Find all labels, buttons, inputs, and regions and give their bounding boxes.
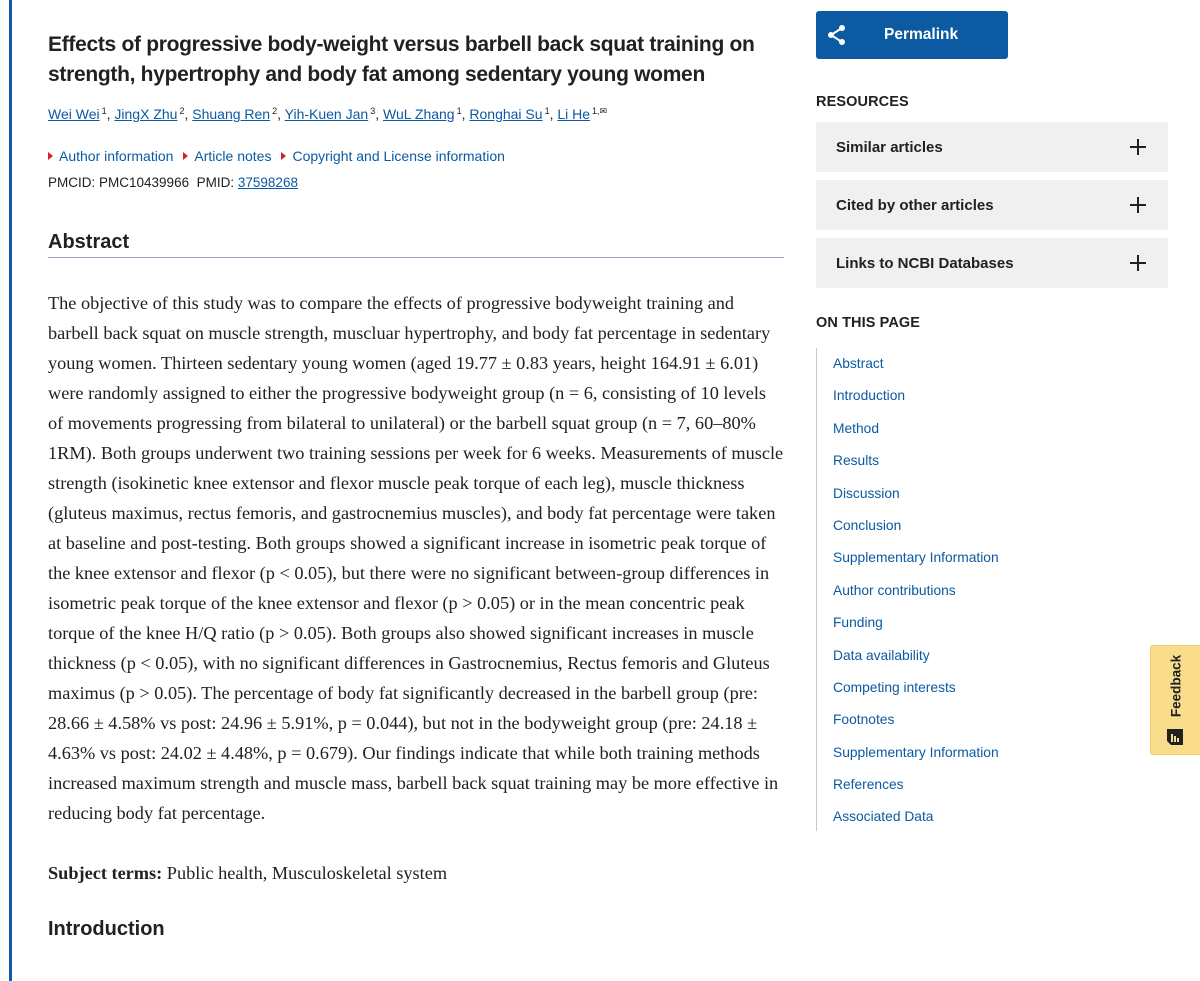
author-link[interactable]: Li He (557, 106, 591, 122)
sidebar (816, 11, 1168, 831)
affiliation-marker: 2 (272, 106, 278, 116)
pmid-link[interactable]: 37598268 (237, 175, 298, 190)
affiliation-marker: 1,✉ (592, 106, 608, 116)
toc-link-competing-interests[interactable]: Competing interests (833, 679, 956, 695)
feedback-button[interactable] (1150, 645, 1200, 755)
abstract-text: The objective of this study was to compare the effects of progressive bodyweight training and barbell back squat on muscle strength, muscluar hypertrophy, and body fat percentage in sedentary young women. Thirteen sedentary young women (aged 19.77 ± 0.83 years, height 164.91 ± 6.01) were randomly assigned to either the progressive bodyweight group (n = 6, consisting of 10 levels of movements progressing from bilateral to unilateral) or the barbell squat group (n = 7, 60–80% 1RM). Both groups underwent two training sessions per week for 6 weeks. Measurements of muscle strength (isokinetic knee extensor and flexor muscle peak torque of each leg), muscle thickness (gluteus maximus, rectus femoris, and gastrocnemius muscles), and body fat percentage were taken at baseline and post-testing. Both groups showed a significant increase in isometric peak torque of the knee extensor and flexor (p < 0.05), but there were no significant between-group differences in isometric peak torque of the knee extensor and flexor (p > 0.05) or in the mean concentric peak torque of the knee H/Q ratio (p > 0.05). Both groups also showed significant increases in muscle thickness (p < 0.05), with no significant differences in Gastrocnemius, Rectus femoris and Gluteus maximus (p > 0.05). The percentage of body fat significantly decreased in the barbell group (pre: 28.66 ± 4.58% vs post: 24.96 ± 5.91%, p = 0.044), but not in the bodyweight group (pre: 24.18 ± 4.63% vs post: 24.02 ± 4.48%, p = 0.679). Our findings indicate that while both training methods increased maximum strength and muscle mass, barbell back squat training may be more effective in reducing body fat percentage. (48, 293, 784, 823)
author-list (48, 104, 784, 124)
toc-link-abstract[interactable]: Abstract (833, 356, 884, 371)
plus-icon (1130, 139, 1146, 155)
note-label: Article notes (194, 148, 272, 164)
pmcid-value: PMC10439966 (99, 175, 190, 190)
on-this-page-nav (816, 348, 1168, 831)
separator: , (106, 106, 115, 122)
abstract-heading: Abstract (48, 229, 784, 258)
toc-link-discussion[interactable]: Discussion (833, 485, 900, 501)
toc-link-references[interactable]: References (833, 777, 904, 793)
accordion-label: Similar articles (836, 138, 943, 156)
affiliation-marker: 3 (370, 106, 376, 116)
article-main (48, 30, 784, 941)
introduction-heading: Introduction (48, 918, 165, 940)
author-link[interactable]: Wei Wei (48, 106, 100, 122)
feedback-icon (1166, 728, 1184, 746)
ncbi-links-toggle[interactable] (816, 238, 1168, 288)
subject-terms-value: Public health, Musculoskeletal system (162, 863, 448, 883)
affiliation-marker: 1 (101, 106, 107, 116)
toc-link-funding[interactable]: Funding (833, 615, 883, 631)
copyright-license-toggle[interactable] (281, 148, 504, 164)
article-ids (48, 175, 784, 190)
toc-link-method[interactable]: Method (833, 420, 880, 436)
resources-accordion (816, 122, 1168, 288)
author-information-toggle[interactable] (48, 148, 173, 164)
separator: , (549, 106, 558, 122)
affiliation-marker: 2 (179, 106, 185, 116)
permalink-button[interactable] (816, 11, 1008, 59)
article-title: Effects of progressive body-weight versus barbell back squat training on strength, hypertrophy and body fat among sedentary young women (48, 33, 755, 86)
cited-by-toggle[interactable] (816, 180, 1168, 230)
toc-link-supplementary-information[interactable]: Supplementary Information (833, 550, 999, 566)
article-notes-toggle[interactable] (183, 148, 271, 164)
plus-icon (1130, 255, 1146, 271)
permalink-label: Permalink (884, 26, 959, 43)
caret-right-icon (183, 152, 188, 160)
separator: , (375, 106, 383, 122)
subject-terms (48, 858, 784, 888)
affiliation-marker: 1 (544, 106, 550, 116)
author-link[interactable]: WuL Zhang (382, 106, 455, 122)
caret-right-icon (48, 152, 53, 160)
toc-link-supplementary-information-2[interactable]: Supplementary Information (833, 744, 999, 760)
toc-link-associated-data[interactable]: Associated Data (833, 809, 934, 825)
plus-icon (1130, 197, 1146, 213)
similar-articles-toggle[interactable] (816, 122, 1168, 172)
toc-link-introduction[interactable]: Introduction (833, 388, 906, 404)
toc-link-results[interactable]: Results (833, 453, 880, 469)
pmid-label: PMID: (196, 175, 235, 190)
separator: , (184, 106, 193, 122)
subject-terms-label: Subject terms: (48, 863, 163, 883)
feedback-label: Feedback (1168, 654, 1184, 718)
separator: , (277, 106, 285, 122)
on-this-page-heading: ON THIS PAGE (816, 315, 921, 331)
separator: , (461, 106, 470, 122)
left-accent-rule (9, 0, 12, 981)
toc-link-footnotes[interactable]: Footnotes (833, 712, 895, 728)
share-icon (826, 24, 848, 46)
accordion-label: Cited by other articles (836, 196, 994, 214)
toc-link-conclusion[interactable]: Conclusion (833, 517, 902, 533)
author-link[interactable]: JingX Zhu (114, 106, 178, 122)
note-label: Author information (59, 148, 174, 164)
affiliation-marker: 1 (456, 106, 462, 116)
author-link[interactable]: Ronghai Su (469, 106, 543, 122)
note-label: Copyright and License information (292, 148, 505, 164)
pmcid-label: PMCID: (48, 175, 96, 190)
accordion-label: Links to NCBI Databases (836, 254, 1014, 272)
author-link[interactable]: Yih-Kuen Jan (284, 106, 369, 122)
caret-right-icon (281, 152, 286, 160)
author-link[interactable]: Shuang Ren (192, 106, 271, 122)
toc-link-author-contributions[interactable]: Author contributions (833, 582, 956, 598)
resources-heading: RESOURCES (816, 94, 909, 110)
article-notes-row (48, 148, 784, 164)
toc-link-data-availability[interactable]: Data availability (833, 647, 930, 663)
